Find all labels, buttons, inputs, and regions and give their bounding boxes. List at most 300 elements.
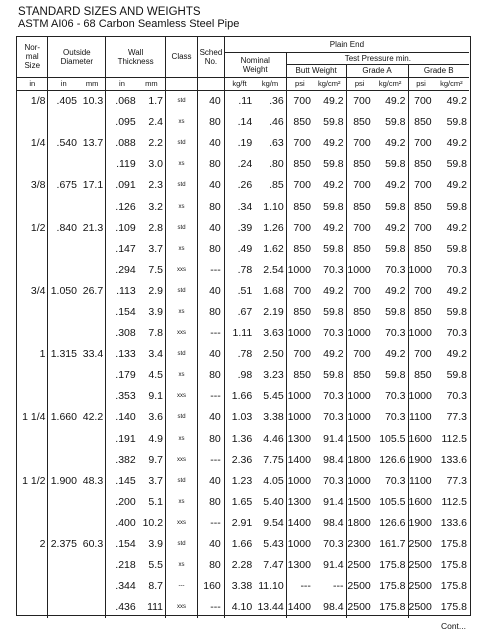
table-row <box>17 386 469 407</box>
title-line-1: STANDARD SIZES AND WEIGHTS <box>18 6 201 18</box>
table-cell: 700 <box>408 280 434 301</box>
table-cell: 700 <box>346 217 373 238</box>
continued-label: Cont... <box>440 621 466 631</box>
unit-cell: psi <box>286 77 313 90</box>
table-cell: 1900 <box>408 449 434 470</box>
table-cell: xs <box>166 428 198 449</box>
table-cell: 1.65 <box>224 491 254 512</box>
table-cell: 3.0 <box>148 158 164 171</box>
unit-cell: psi <box>346 77 373 90</box>
table-cell <box>79 576 106 597</box>
table-row <box>17 175 469 196</box>
table-cell: 49.2 <box>323 95 344 108</box>
table-cell: xs <box>166 301 198 322</box>
unit-cell: in <box>17 77 48 90</box>
table-cell <box>48 112 79 133</box>
table-cell: 40 <box>198 133 225 154</box>
table-cell: 59.8 <box>323 305 344 318</box>
table-cell: 850 <box>286 301 313 322</box>
table-cell: 126.6 <box>379 516 406 529</box>
table-cell: 700 <box>346 133 373 154</box>
table-cell <box>79 491 106 512</box>
table-cell: .109 <box>106 217 138 238</box>
table-cell <box>79 301 106 322</box>
table-cell: 700 <box>408 133 434 154</box>
table-cell: xs <box>166 365 198 386</box>
table-cell <box>17 365 48 386</box>
table-cell: 2.3 <box>148 179 164 192</box>
table-cell: 49.2 <box>446 137 467 150</box>
table-cell: .147 <box>106 238 138 259</box>
table-cell: 850 <box>408 238 434 259</box>
table-cell: 850 <box>408 196 434 217</box>
table-cell: 59.8 <box>323 200 344 213</box>
table-cell: 175.8 <box>379 601 406 614</box>
table-cell: 70.3 <box>323 263 344 276</box>
table-cell <box>17 428 48 449</box>
table-cell <box>48 597 79 618</box>
table-cell: 3.9 <box>148 538 164 551</box>
table-cell: 175.8 <box>440 601 467 614</box>
table-cell: 77.3 <box>446 411 467 424</box>
table-row <box>17 512 469 533</box>
table-cell: .67 <box>224 301 254 322</box>
table-cell: --- <box>198 449 225 470</box>
table-cell: std <box>166 533 198 554</box>
table-cell: .34 <box>224 196 254 217</box>
table-cell: std <box>166 175 198 196</box>
table-cell: 70.3 <box>385 474 406 487</box>
table-cell: xs <box>166 555 198 576</box>
table-cell: .308 <box>106 323 138 344</box>
table-cell: 49.2 <box>323 137 344 150</box>
table-cell: 2500 <box>408 555 434 576</box>
table-cell: 1.68 <box>263 284 284 297</box>
table-cell: 3.23 <box>263 369 284 382</box>
table-cell <box>17 154 48 175</box>
table-cell: .095 <box>106 112 138 133</box>
table-cell: 700 <box>408 90 434 112</box>
unit-cell: psi <box>408 77 434 90</box>
table-cell: 112.5 <box>441 495 467 508</box>
table-cell: 11.10 <box>258 580 284 593</box>
table-cell: 4.46 <box>263 432 284 445</box>
table-cell: --- <box>198 259 225 280</box>
table-cell: 80 <box>198 238 225 259</box>
header-test-pressure: Test Pressure min. <box>286 52 469 64</box>
unit-cell: mm <box>79 77 106 90</box>
table-cell: 7.47 <box>263 559 284 572</box>
table-cell: 2.50 <box>263 348 284 361</box>
table-cell: 80 <box>198 428 225 449</box>
table-cell: xxs <box>166 449 198 470</box>
table-cell: 3.2 <box>148 200 164 213</box>
table-cell: .113 <box>106 280 138 301</box>
table-cell: .405 <box>48 90 79 112</box>
table-cell: 700 <box>286 217 313 238</box>
table-cell <box>79 112 106 133</box>
table-row <box>17 365 469 386</box>
table-cell: 49.2 <box>323 179 344 192</box>
table-cell <box>48 323 79 344</box>
table-cell: 2.8 <box>148 221 164 234</box>
table-cell: 175.8 <box>440 559 467 572</box>
table-row <box>17 344 469 365</box>
table-cell: 48.3 <box>82 474 104 487</box>
table-cell: 1.23 <box>224 470 254 491</box>
units-row <box>17 77 469 90</box>
table-cell <box>79 238 106 259</box>
table-cell: 4.9 <box>148 432 164 445</box>
table-row <box>17 555 469 576</box>
table-cell: 112.5 <box>441 432 467 445</box>
pipe-sizes-table <box>17 37 469 618</box>
table-cell: 850 <box>286 196 313 217</box>
table-cell: 133.6 <box>440 516 467 529</box>
table-cell: 700 <box>286 280 313 301</box>
table-cell: 2500 <box>346 576 373 597</box>
table-cell: std <box>166 90 198 112</box>
table-cell <box>17 259 48 280</box>
table-cell <box>17 576 48 597</box>
table-cell: 42.2 <box>82 411 104 424</box>
table-cell: 850 <box>286 365 313 386</box>
table-cell: .78 <box>224 259 254 280</box>
table-cell: 1.26 <box>263 221 284 234</box>
table-cell: 49.2 <box>385 179 406 192</box>
table-cell <box>48 449 79 470</box>
unit-cell: mm <box>138 77 166 90</box>
unit-cell <box>166 77 198 90</box>
unit-cell: kg/m <box>254 77 286 90</box>
table-row <box>17 449 469 470</box>
table-cell: .154 <box>106 533 138 554</box>
table-cell: 1500 <box>346 428 373 449</box>
table-cell: 850 <box>346 112 373 133</box>
table-cell: 80 <box>198 491 225 512</box>
table-cell: 4.05 <box>263 474 284 487</box>
table-cell: .154 <box>106 301 138 322</box>
table-cell: 17.1 <box>82 179 104 192</box>
table-cell: xs <box>166 238 198 259</box>
table-cell: 105.5 <box>379 432 406 445</box>
pipe-table-frame <box>16 36 471 616</box>
table-cell: 1.900 <box>48 470 79 491</box>
table-cell: .840 <box>48 217 79 238</box>
table-row <box>17 428 469 449</box>
table-row <box>17 133 469 154</box>
table-cell: 1000 <box>346 386 373 407</box>
table-cell <box>48 154 79 175</box>
table-cell: 175.8 <box>379 559 406 572</box>
table-cell: std <box>166 133 198 154</box>
table-row <box>17 154 469 175</box>
table-cell: .068 <box>106 90 138 112</box>
table-cell: 1400 <box>286 597 313 618</box>
table-cell: 98.4 <box>323 601 344 614</box>
table-cell: 850 <box>346 196 373 217</box>
table-cell: 91.4 <box>323 495 344 508</box>
table-cell: .382 <box>106 449 138 470</box>
table-cell: 49.2 <box>446 95 467 108</box>
table-cell <box>79 196 106 217</box>
table-cell: 59.8 <box>446 116 467 129</box>
table-cell: 9.1 <box>148 390 164 403</box>
table-cell: 1000 <box>286 386 313 407</box>
table-cell: 1000 <box>286 323 313 344</box>
table-cell: 70.3 <box>385 263 406 276</box>
table-cell: 700 <box>286 175 313 196</box>
table-cell: .36 <box>269 95 284 108</box>
table-cell: 175.8 <box>440 538 467 551</box>
table-cell: 1100 <box>408 470 434 491</box>
table-cell: 80 <box>198 112 225 133</box>
table-cell: 1.03 <box>224 407 254 428</box>
table-row <box>17 217 469 238</box>
table-cell: 1.660 <box>48 407 79 428</box>
table-row <box>17 491 469 512</box>
table-cell: .19 <box>224 133 254 154</box>
page-title <box>18 6 239 30</box>
table-cell: 40 <box>198 407 225 428</box>
unit-cell <box>198 77 225 90</box>
table-cell <box>48 365 79 386</box>
table-cell: --- <box>198 386 225 407</box>
table-cell: 2.4 <box>148 116 164 129</box>
table-cell <box>17 196 48 217</box>
unit-cell: kg/ft <box>224 77 254 90</box>
table-row <box>17 259 469 280</box>
table-cell: 70.3 <box>323 327 344 340</box>
table-cell: 13.7 <box>82 137 104 150</box>
table-cell: 2.9 <box>148 284 164 297</box>
table-cell: 70.3 <box>446 327 467 340</box>
table-cell <box>48 491 79 512</box>
table-cell: 70.3 <box>446 390 467 403</box>
table-cell: .49 <box>224 238 254 259</box>
table-cell: 49.2 <box>385 348 406 361</box>
table-cell: 60.3 <box>82 538 104 551</box>
table-cell: 1/8 <box>30 95 46 108</box>
table-cell: 3.4 <box>148 348 164 361</box>
table-cell: 3.38 <box>263 411 284 424</box>
table-cell: 3.63 <box>263 327 284 340</box>
table-cell: 850 <box>346 238 373 259</box>
table-cell: .294 <box>106 259 138 280</box>
table-cell: 70.3 <box>323 474 344 487</box>
table-cell: .088 <box>106 133 138 154</box>
table-cell: --- <box>198 597 225 618</box>
table-row <box>17 407 469 428</box>
table-cell: 40 <box>198 280 225 301</box>
table-row <box>17 323 469 344</box>
table-cell <box>79 428 106 449</box>
table-cell: 2500 <box>346 555 373 576</box>
table-cell: 10.3 <box>82 95 104 108</box>
table-cell: 1.66 <box>224 386 254 407</box>
unit-cell: in <box>48 77 79 90</box>
table-cell: 1000 <box>408 259 434 280</box>
table-cell: .540 <box>48 133 79 154</box>
table-cell: .51 <box>224 280 254 301</box>
table-cell: 59.8 <box>323 158 344 171</box>
table-cell: 1.10 <box>263 200 284 213</box>
table-cell <box>17 597 48 618</box>
table-cell: .119 <box>106 154 138 175</box>
table-cell: 2.375 <box>48 533 79 554</box>
unit-cell: kg/cm² <box>373 77 408 90</box>
table-cell: std <box>166 470 198 491</box>
table-cell: 161.7 <box>379 538 406 551</box>
table-cell: 850 <box>286 154 313 175</box>
table-row <box>17 112 469 133</box>
table-cell: 91.4 <box>323 559 344 572</box>
table-cell: .46 <box>269 116 284 129</box>
table-cell: 1.11 <box>224 323 254 344</box>
table-cell: 1000 <box>346 259 373 280</box>
table-cell: 80 <box>198 555 225 576</box>
table-cell: 1000 <box>286 533 313 554</box>
table-cell: .63 <box>269 137 284 150</box>
unit-cell: kg/cm² <box>434 77 469 90</box>
table-cell <box>17 555 48 576</box>
table-cell: 49.2 <box>323 284 344 297</box>
table-cell: 2.54 <box>263 263 284 276</box>
table-cell <box>79 386 106 407</box>
table-cell: xxs <box>166 512 198 533</box>
table-cell: 175.8 <box>379 580 406 593</box>
table-cell: xs <box>166 112 198 133</box>
table-cell: 40 <box>198 533 225 554</box>
unit-cell: in <box>106 77 138 90</box>
table-cell: .191 <box>106 428 138 449</box>
table-cell: .11 <box>224 90 254 112</box>
table-cell: 4.10 <box>224 597 254 618</box>
table-cell: 3.38 <box>224 576 254 597</box>
table-cell: 70.3 <box>323 538 344 551</box>
table-cell: 850 <box>286 238 313 259</box>
table-cell: 1.050 <box>48 280 79 301</box>
table-cell: 70.3 <box>323 411 344 424</box>
table-cell <box>17 112 48 133</box>
table-cell: 850 <box>346 365 373 386</box>
table-cell: xs <box>166 196 198 217</box>
table-cell: .200 <box>106 491 138 512</box>
table-cell: 33.4 <box>82 348 104 361</box>
table-row <box>17 90 469 112</box>
table-cell: --- <box>198 512 225 533</box>
table-cell: 1900 <box>408 512 434 533</box>
table-cell: 80 <box>198 196 225 217</box>
table-cell: 2 <box>39 538 46 551</box>
table-cell: 700 <box>346 280 373 301</box>
table-cell <box>17 386 48 407</box>
table-cell: 98.4 <box>323 453 344 466</box>
table-cell: 7.5 <box>148 263 164 276</box>
table-cell: 1 1/4 <box>22 411 46 424</box>
table-cell: .353 <box>106 386 138 407</box>
table-cell: .436 <box>106 597 138 618</box>
table-cell: 8.7 <box>148 580 164 593</box>
table-cell: 1800 <box>346 449 373 470</box>
table-cell: 850 <box>286 112 313 133</box>
table-cell: 26.7 <box>82 284 104 297</box>
table-cell: 59.8 <box>385 242 406 255</box>
table-cell: 59.8 <box>385 369 406 382</box>
table-row <box>17 196 469 217</box>
table-cell: 105.5 <box>379 495 406 508</box>
table-cell: 40 <box>198 217 225 238</box>
table-cell: xs <box>166 491 198 512</box>
table-cell: xxs <box>166 259 198 280</box>
table-cell: 1000 <box>286 470 313 491</box>
table-cell: 111 <box>147 601 164 614</box>
table-cell: xxs <box>166 386 198 407</box>
table-cell: 1 <box>39 348 46 361</box>
table-cell: xxs <box>166 323 198 344</box>
header-grade-a: Grade A <box>346 64 408 77</box>
title-line-2: ASTM AI06 - 68 Carbon Seamless Steel Pipe <box>18 18 240 30</box>
table-cell: .26 <box>224 175 254 196</box>
table-cell: 59.8 <box>323 116 344 129</box>
table-cell: 1.315 <box>48 344 79 365</box>
table-cell: 70.3 <box>385 411 406 424</box>
table-cell: 3/4 <box>30 284 46 297</box>
table-cell: 3.6 <box>148 411 164 424</box>
table-cell: 700 <box>408 217 434 238</box>
table-cell <box>17 323 48 344</box>
table-cell: 1000 <box>408 323 434 344</box>
table-cell: 49.2 <box>323 348 344 361</box>
table-cell: 2.28 <box>224 555 254 576</box>
table-row <box>17 280 469 301</box>
table-cell: 5.40 <box>263 495 284 508</box>
table-cell: .400 <box>106 512 138 533</box>
table-cell: 49.2 <box>385 95 406 108</box>
table-cell: 49.2 <box>446 221 467 234</box>
table-cell: 1000 <box>408 386 434 407</box>
table-cell: 70.3 <box>446 263 467 276</box>
table-cell: 49.2 <box>446 284 467 297</box>
table-cell <box>79 449 106 470</box>
table-cell: 2.2 <box>148 137 164 150</box>
table-cell: 1000 <box>346 323 373 344</box>
table-cell: .80 <box>269 158 284 171</box>
table-cell <box>17 301 48 322</box>
table-cell: 850 <box>408 112 434 133</box>
table-cell: 1.7 <box>148 95 164 108</box>
table-cell: 2.91 <box>224 512 254 533</box>
table-cell: 2.36 <box>224 449 254 470</box>
table-row <box>17 576 469 597</box>
table-cell: 850 <box>408 154 434 175</box>
unit-cell: kg/cm² <box>313 77 346 90</box>
table-cell: 160 <box>198 576 225 597</box>
header-butt-weight: Butt Weight <box>286 64 346 77</box>
table-row <box>17 470 469 491</box>
table-cell: 59.8 <box>323 242 344 255</box>
table-cell: 59.8 <box>446 305 467 318</box>
table-cell: 5.1 <box>148 495 164 508</box>
header-wall-thickness: Wall Thickness <box>106 37 166 77</box>
table-cell: 175.8 <box>440 580 467 593</box>
table-cell: .145 <box>106 470 138 491</box>
table-cell: 2.19 <box>263 305 284 318</box>
table-cell <box>48 512 79 533</box>
table-cell <box>48 555 79 576</box>
table-cell: std <box>166 280 198 301</box>
table-cell: 1600 <box>408 428 434 449</box>
